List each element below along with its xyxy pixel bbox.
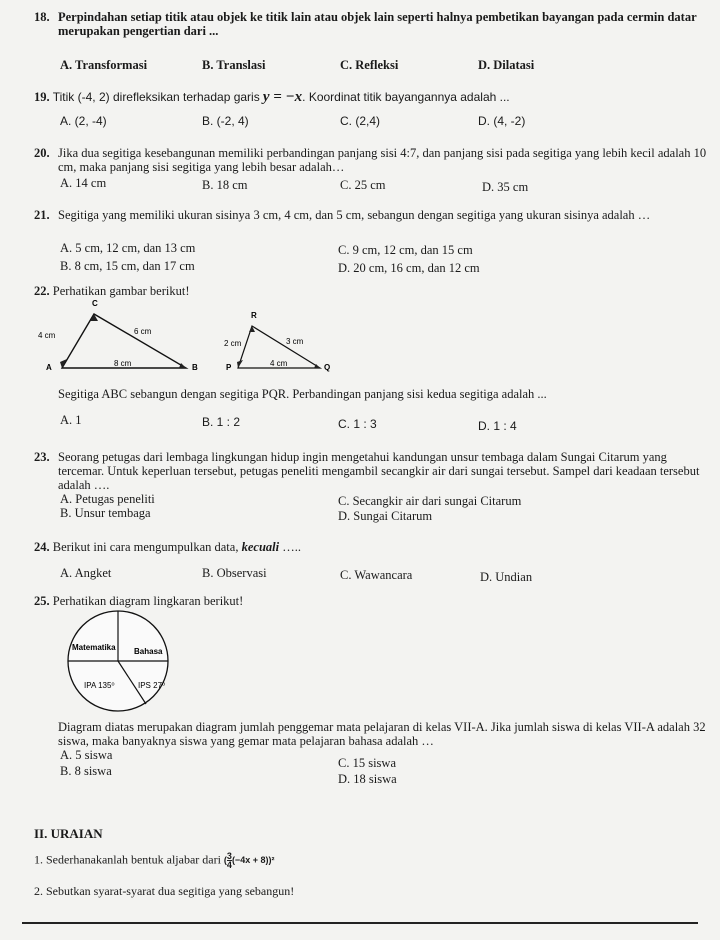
q18-option-a[interactable]: A. Transformasi	[60, 58, 148, 72]
side-ab-label: 8 cm	[114, 359, 132, 368]
triangle-pqr-figure	[220, 306, 350, 380]
vertex-a-label: A	[46, 363, 52, 372]
pie-label-bahasa: Bahasa	[134, 647, 163, 656]
q19-question: 19. Titik (-4, 2) direfleksikan terhadap garis y = −x. Koordinat titik bayangannya adalah ...	[34, 89, 510, 105]
q23-option-c[interactable]: C. Secangkir air dari sungai Citarum	[338, 494, 522, 508]
q18-option-c[interactable]: C. Refleksi	[340, 58, 399, 72]
vertex-c-label: C	[92, 299, 98, 308]
q24-option-d[interactable]: D. Undian	[480, 570, 533, 584]
q18-text: Perpindahan setiap titik atau objek ke titik lain atau objek lain seperti halnya pembetikan bayangan pada cermin datar merupakan pengertian dari ...	[58, 10, 697, 38]
q19-option-b[interactable]: B. (-2, 4)	[202, 114, 249, 128]
q18-number: 18.	[34, 10, 50, 24]
q21-text: Segitiga yang memiliki ukuran sisinya 3 cm, 4 cm, dan 5 cm, sebangun dengan segitiga yang ukuran sisinya adalah …	[58, 208, 651, 222]
q25-option-d[interactable]: D. 18 siswa	[338, 772, 397, 786]
q22-option-a[interactable]: A. 1	[60, 413, 82, 427]
vertex-r-label: R	[251, 311, 257, 320]
q19-equation: y = −x	[262, 89, 303, 105]
q19-option-a[interactable]: A. (2, -4)	[60, 114, 107, 128]
pie-label-ipa: IPA 135⁰	[84, 681, 115, 690]
q25-option-b[interactable]: B. 8 siswa	[60, 764, 112, 778]
triangle-abc-figure	[36, 296, 216, 380]
q23-option-a[interactable]: A. Petugas peneliti	[60, 492, 155, 506]
q23-option-d[interactable]: D. Sungai Citarum	[338, 509, 433, 523]
pie-chart	[56, 608, 180, 714]
angle-p-mark	[237, 360, 243, 368]
q20-option-b[interactable]: B. 18 cm	[202, 178, 248, 192]
section2-title: II. URAIAN	[34, 826, 103, 841]
vertex-p-label: P	[226, 363, 232, 372]
side-pr-label: 2 cm	[224, 339, 242, 348]
q24-question: 24. Berikut ini cara mengumpulkan data, kecuali …..	[34, 540, 301, 554]
side-rq-label: 3 cm	[286, 337, 304, 346]
q18-option-d[interactable]: D. Dilatasi	[478, 58, 535, 72]
q25-question: 25. Perhatikan diagram lingkaran berikut!	[34, 594, 244, 608]
essay-q1-expression: ( $\frac{3}{4}$ (−4x + 8))²	[223, 851, 275, 870]
q23-option-b[interactable]: B. Unsur tembaga	[60, 506, 151, 520]
pie-label-ips: IPS 27⁰	[138, 681, 166, 690]
q20-option-c[interactable]: C. 25 cm	[340, 178, 386, 192]
q20-option-d[interactable]: D. 35 cm	[482, 180, 529, 194]
vertex-q-label: Q	[324, 363, 331, 372]
side-pq-label: 4 cm	[270, 359, 288, 368]
q24-option-b[interactable]: B. Observasi	[202, 566, 267, 580]
q21-option-b[interactable]: B. 8 cm, 15 cm, dan 17 cm	[60, 259, 195, 273]
q19-option-c[interactable]: C. (2,4)	[340, 114, 381, 128]
q20-option-a[interactable]: A. 14 cm	[60, 176, 107, 190]
q25-text2: Diagram diatas merupakan diagram jumlah penggemar mata pelajaran di kelas VII-A. Jika jumlah siswa di kelas VII-A adalah 32 siswa, maka banyaknya siswa yang gemar mata pelajaran bahasa adalah …	[58, 720, 706, 748]
pie-label-matematika: Matematika	[72, 643, 116, 652]
q25-option-a[interactable]: A. 5 siswa	[60, 748, 113, 762]
q23-number: 23.	[34, 450, 50, 464]
q21-option-a[interactable]: A. 5 cm, 12 cm, dan 13 cm	[60, 241, 196, 255]
q22-option-d[interactable]: D. 1 : 4	[478, 419, 517, 433]
q19-option-d[interactable]: D. (4, -2)	[478, 114, 526, 128]
q22-option-b[interactable]: B. 1 : 2	[202, 415, 241, 429]
q21-number: 21.	[34, 208, 50, 222]
q22-question: 22. Perhatikan gambar berikut!	[34, 284, 190, 298]
q24-option-a[interactable]: A. Angket	[60, 566, 112, 580]
q21-option-d[interactable]: D. 20 cm, 16 cm, dan 12 cm	[338, 261, 480, 275]
essay-q2: 2. Sebutkan syarat-syarat dua segitiga yang sebangun!	[34, 884, 295, 898]
q20-number: 20.	[34, 146, 50, 160]
q22-text2: Segitiga ABC sebangun dengan segitiga PQR. Perbandingan panjang sisi kedua segitiga adalah ...	[58, 387, 547, 401]
q22-option-c[interactable]: C. 1 : 3	[338, 417, 377, 431]
q25-option-c[interactable]: C. 15 siswa	[338, 756, 396, 770]
q24-option-c[interactable]: C. Wawancara	[340, 568, 413, 582]
side-cb-label: 6 cm	[134, 327, 152, 336]
vertex-b-label: B	[192, 363, 198, 372]
q24-emphasis: kecuali	[241, 540, 280, 554]
bottom-rule	[22, 922, 698, 924]
essay-q1: 1. Sederhanakanlah bentuk aljabar dari ( $\frac{3}{4}$ (−4x + 8))²	[34, 851, 275, 870]
q23-text: Seorang petugas dari lembaga lingkungan hidup ingin mengetahui kandungan unsur tembaga dalam Sungai Citarum yang tercemar. Untuk keperluan tersebut, petugas peneliti mengambil secangkir air dari sungai tersebut. Sampel dari keadaan tersebut adalah ….	[58, 450, 700, 492]
q20-text: Jika dua segitiga kesebangunan memiliki perbandingan panjang sisi 4:7, dan panjang sisi pada segitiga yang lebih kecil adalah 10 cm, maka panjang sisi segitiga yang lebih besar adalah…	[58, 146, 707, 174]
q18-option-b[interactable]: B. Translasi	[202, 58, 266, 72]
q21-option-c[interactable]: C. 9 cm, 12 cm, dan 15 cm	[338, 243, 473, 257]
side-ac-label: 4 cm	[38, 331, 56, 340]
